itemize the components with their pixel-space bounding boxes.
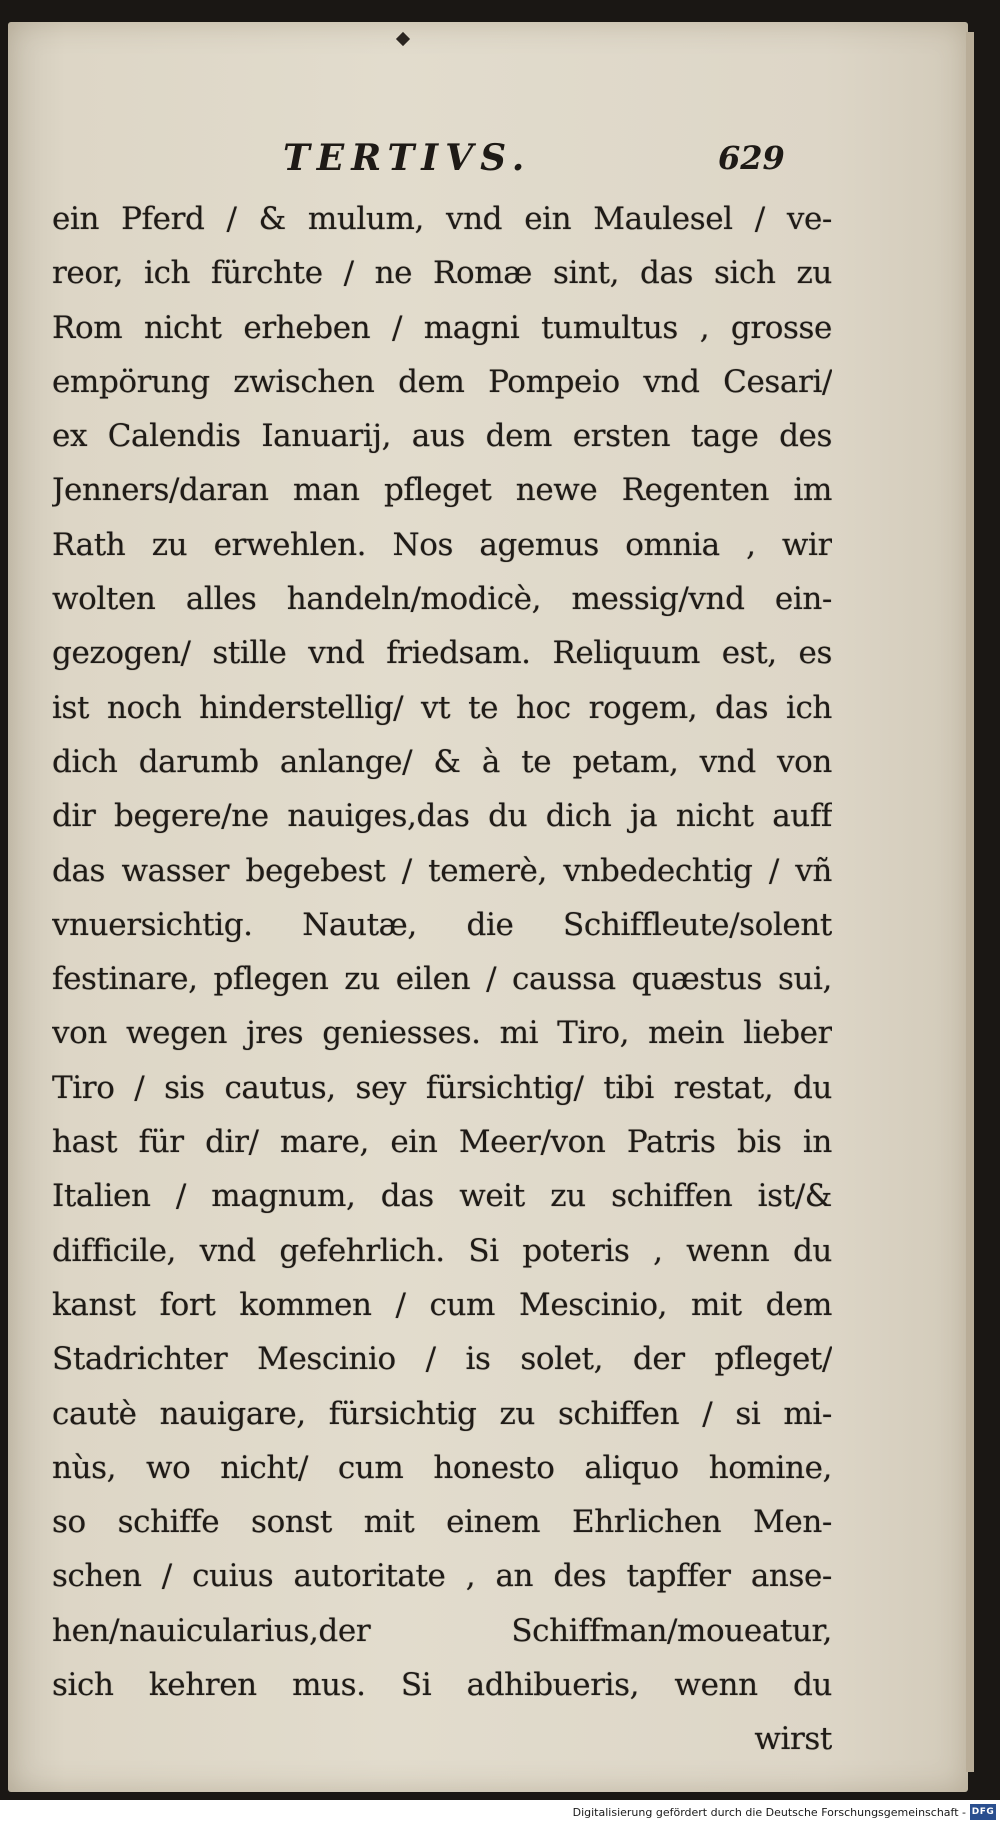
page-number: 629 <box>718 139 785 177</box>
text-line: Stadrichter Mescinio / is solet, der pfleget/ <box>52 1341 832 1378</box>
text-line: Italien / magnum, das weit zu schiffen ist/& <box>52 1178 832 1215</box>
text-line: das wasser begebest / temerè, vnbedechtig / vñ <box>52 852 832 889</box>
text-line: ex Calendis Ianuarij, aus dem ersten tage des <box>52 418 832 455</box>
catchword: wirst <box>754 1721 832 1758</box>
text-line: wolten alles handeln/modicè, messig/vnd ein- <box>52 581 832 618</box>
text-line: ist noch hinderstellig/ vt te hoc rogem, das ich <box>52 689 832 726</box>
text-line: hast für dir/ mare, ein Meer/von Patris bis in <box>52 1124 832 1161</box>
text-line: vnuersichtig. Nautæ, die Schiffleute/solent <box>52 906 832 943</box>
text-line: Jenners/daran man pfleget newe Regenten im <box>52 472 832 509</box>
text-line: nùs, wo nicht/ cum honesto aliquo homine, <box>52 1449 832 1486</box>
footer-bar <box>0 1800 1000 1827</box>
text-line: so schiffe sonst mit einem Ehrlichen Men- <box>52 1504 832 1541</box>
text-line: schen / cuius autoritate , an des tapffer anse- <box>52 1558 832 1595</box>
text-line: hen/nauicularius,der Schiffman/moueatur, <box>52 1612 832 1649</box>
page-edge <box>966 32 974 1772</box>
text-line: empörung zwischen dem Pompeio vnd Cesari/ <box>52 363 832 400</box>
text-block <box>52 192 832 1767</box>
book-page <box>8 22 968 1792</box>
text-line: von wegen jres geniesses. mi Tiro, mein lieber <box>52 1015 832 1052</box>
funding-credit: Digitalisierung gefördert durch die Deutsche Forschungsgemeinschaft - <box>572 1806 966 1819</box>
text-line: Tiro / sis cautus, sey fürsichtig/ tibi restat, du <box>52 1069 832 1106</box>
text-line: dich darumb anlange/ & à te petam, vnd von <box>52 743 832 780</box>
text-line: ein Pferd / & mulum, vnd ein Maulesel / ve- <box>52 201 832 237</box>
pin-mark <box>396 32 410 46</box>
text-line: kanst fort kommen / cum Mescinio, mit dem <box>52 1286 832 1323</box>
text-line: sich kehren mus. Si adhibueris, wenn du <box>52 1667 832 1704</box>
text-line: reor, ich fürchte / ne Romæ sint, das sich zu <box>52 255 832 292</box>
running-head <box>8 127 968 187</box>
text-line: Rom nicht erheben / magni tumultus , grosse <box>52 309 832 346</box>
text-line: festinare, pflegen zu eilen / caussa quæstus sui, <box>52 961 832 998</box>
running-head-title: TERTIVS. <box>283 137 532 179</box>
text-line: dir begere/ne nauiges,das du dich ja nicht auff <box>52 798 832 835</box>
text-line: Rath zu erwehlen. Nos agemus omnia , wir <box>52 526 832 563</box>
dfg-logo-icon: DFG <box>970 1804 996 1820</box>
text-line: cautè nauigare, fürsichtig zu schiffen / si mi- <box>52 1395 832 1432</box>
text-line: gezogen/ stille vnd friedsam. Reliquum est, es <box>52 635 832 672</box>
text-line: difficile, vnd gefehrlich. Si poteris , wenn du <box>52 1232 832 1269</box>
